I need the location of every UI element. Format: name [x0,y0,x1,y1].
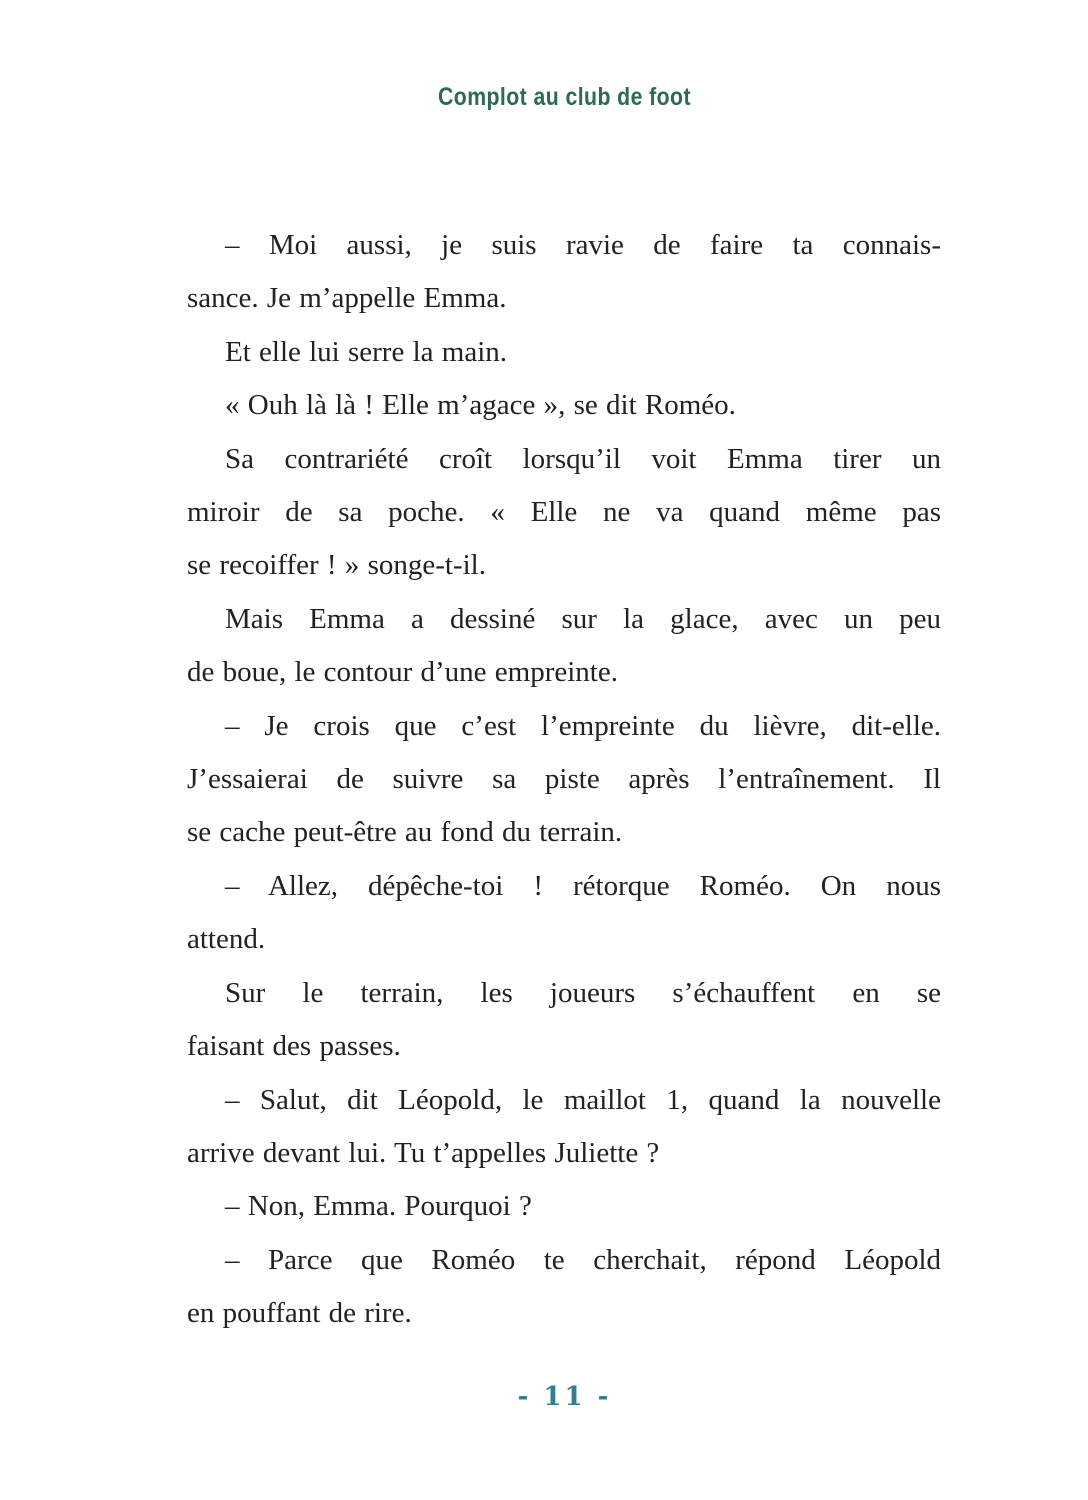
text-line: sance. Je m’appelle Emma. [187,282,507,315]
text-line: – Je crois que c’est l’empreinte du lièvre, dit-elle. [225,709,941,742]
text-line: attend. [187,923,266,956]
text-line: Sur le terrain, les joueurs s’échauffent en se [225,976,941,1009]
text-line: Sa contrariété croît lorsqu’il voit Emma tirer un [225,442,941,475]
text-line: – Parce que Roméo te cherchait, répond Léopold [225,1243,941,1276]
text-line: Et elle lui serre la main. [225,335,508,368]
text-line: – Allez, dépêche-toi ! rétorque Roméo. On nous [225,869,941,902]
text-line: se recoiffer ! » songe-t-il. [187,549,486,582]
text-line: faisant des passes. [187,1030,401,1063]
running-title: Complot au club de foot [438,83,691,111]
text-line: J’essaierai de suivre sa piste après l’entraînement. Il [187,763,941,796]
text-line: – Non, Emma. Pourquoi ? [225,1190,532,1223]
text-line: Mais Emma a dessiné sur la glace, avec un peu [225,602,941,635]
body-text [187,219,941,1341]
text-line: – Moi aussi, je suis ravie de faire ta connais- [225,229,941,261]
text-line: « Ouh là là ! Elle m’agace », se dit Roméo. [225,389,736,422]
text-line: arrive devant lui. Tu t’appelles Juliette ? [187,1136,660,1169]
page-number: - 11 - [517,1382,612,1412]
text-line: en pouffant de rire. [187,1297,412,1330]
text-line: se cache peut-être au fond du terrain. [187,816,623,849]
text-line: miroir de sa poche. « Elle ne va quand même pas [187,496,941,529]
text-line: de boue, le contour d’une empreinte. [187,656,618,689]
text-line: – Salut, dit Léopold, le maillot 1, quand la nouvelle [225,1083,941,1116]
